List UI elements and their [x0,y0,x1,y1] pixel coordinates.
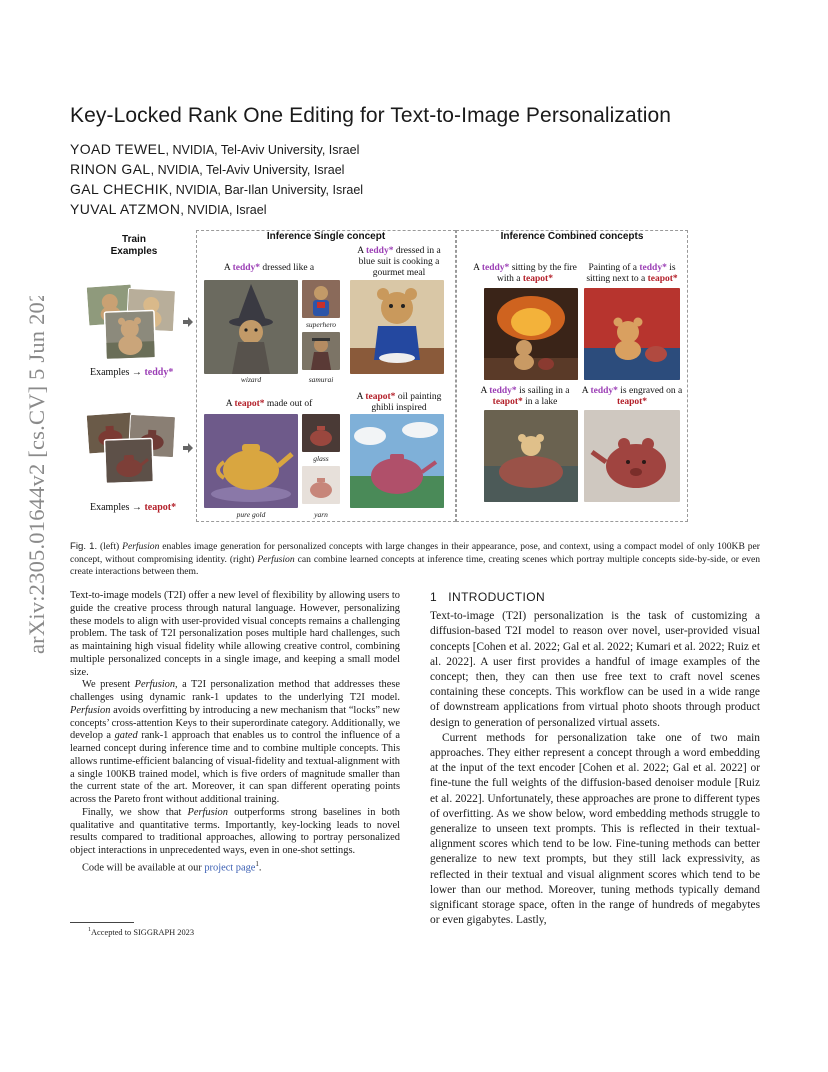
abstract-paragraph: Text-to-image models (T2I) offer a new level of flexibility by allowing users to guide the creative process through natural language. However, personalizing these models to align with user-provided visual concepts remains a challenging problem. The task of T2I personalization poses multiple hard challenges, such as maintaining high visual fidelity while allowing creative control, combining multiple personalized concepts in a single image, and keeping a small model size. [70,590,400,678]
train-teapot-image-3 [105,439,152,483]
arxiv-stamp [12,296,56,656]
author-name: YOAD TEWEL [70,141,166,157]
arrow-right-icon [182,442,194,454]
author-affiliation: , NVIDIA, Tel-Aviv University, Israel [150,163,345,177]
teddy-samurai-image [302,332,340,370]
author-name: GAL CHECHIK [70,181,169,197]
intro-paragraph: Text-to-image (T2I) personalization is the task of customizing a diffusion-based T2I model to reason over novel, user-provided visual concepts [Cohen et al. 2022; Gal et al. 2022; Kumari et al. 2022; Ruiz et al. 2022]. A user first provides a handful of image examples of the concept; then, they can then use free text to craft novel scenes containing these concepts. This workflow can be used in a wide range of downstream applications from virtual photo shoots through product design to generation of personalized virtual assets. [430,610,760,729]
intro-paragraph: Current methods for personalization take one of two main approaches. They either represent a concept through a word embedding at the input of the text encoder [Cohen et al. 2022; Gal et al. 2022] or fine-tune the full weights of the diffusion-based denoiser module [Ruiz et al. 2022]. Unfortunately, these approaches are prone to different types of overfitting. As we show below, word embedding methods struggle to generalize to unseen text prompts. This is reflected in their textual-alignment scores which tend to be low. Fine-tuning methods can better generalize to new text prompts, but they still lack expressivity, as reflected in their textual and visual alignment scores which tend to be lower than our method. Moreover, tuning methods typically demand significant storage space, often in the range of hundreds of megabytes or even gigabytes. Lastly, [430,731,760,927]
figure-number: Fig. 1. [70,541,98,552]
train-examples-label: Train Examples [110,234,158,257]
teddy-painting-teapot-image [584,288,680,380]
teddy-engraved-teapot-image [584,410,680,502]
arxiv-stamp-text: arXiv:2305.01644v2 [cs.CV] 5 Jun 2024 [24,296,49,654]
author-affiliation: , NVIDIA, Bar-Ilan University, Israel [168,183,364,197]
caption-teddy-fire: A teddy* sitting by the fire with a teapot* [473,263,577,284]
teapot-yarn-image [302,466,340,504]
abstract-paragraph: Finally, we show that Perfusion outperforms strong baselines in both qualitative and quantitative terms. Importantly, key-locking leads to novel results compared to traditional approaches, allowing to portray personalized object interactions in unprecedented ways, even in one-shot settings. [70,806,400,856]
author-name: RINON GAL [70,161,151,177]
teddy-wizard-image [204,280,298,374]
abstract [70,590,400,875]
tag-samurai: samurai [308,375,334,384]
examples-teapot-label: Examples → teapot* [90,502,177,513]
author-list [70,140,363,220]
teddy-fire-teapot-image [484,288,578,380]
teddy-superhero-image [302,280,340,318]
caption-teddy-engraved: A teddy* is engraved on a teapot* [581,386,683,407]
section-heading: 1 INTRODUCTION [430,590,546,604]
arrow-right-icon [182,316,194,328]
footnote: $^1$Accepted to SIGGRAPH 2023 [88,927,195,937]
examples-teddy-label: Examples → teddy* [90,367,174,378]
caption-teapot-oil: A teapot* oil painting ghibli inspired [356,392,442,413]
author-line [70,180,363,200]
footnote-divider [70,922,134,923]
figure-1 [86,228,692,524]
caption-teddy-painting: Painting of a teddy* is sitting next to a teapot* [586,263,678,284]
author-affiliation: , NVIDIA, Tel-Aviv University, Israel [165,143,360,157]
combined-concepts-label: Inference Combined concepts [500,231,644,242]
teapot-gold-image [204,414,298,508]
project-page-link[interactable]: project page [204,862,256,874]
author-name: YUVAL ATZMON [70,201,181,217]
caption-teddy-suit: A teddy* dressed in a blue suit is cooking a gourmet meal [357,246,441,278]
tag-yarn: yarn [314,510,328,519]
tag-glass: glass [313,454,329,463]
teapot-glass-image [302,414,340,452]
single-concept-label: Inference Single concept [266,231,386,242]
caption-teapot-made: A teapot* made out of [225,399,313,409]
author-line [70,160,363,180]
author-affiliation: , NVIDIA, Israel [180,203,267,217]
author-line [70,140,363,160]
tag-pure-gold: pure gold [236,510,266,519]
abstract-paragraph: We present Perfusion, a T2I personalization method that addresses these challenges using dynamic rank-1 updates to the underlying T2I model. Perfusion avoids overfitting by introducing a new mechanism that “locks” new concepts’ cross-attention Keys to their superordinate category. Additionally, we develop a gated rank-1 approach that enables us to control the influence of a learned concept during inference time and to combine multiple concepts. This allows runtime-efficient balancing of visual-fidelity and textual-alignment with a single 100KB trained model, which is five orders of magnitude smaller than the current state of the art. Moreover, it can span different operating points across the Pareto front without additional training. [70,679,400,805]
figure-caption: Fig. 1. (left) Perfusion enables image generation for personalized concepts with large changes in their appearance, pose, and context, using a compact model of only 100KB per concept, without compromising identity. (right) Perfusion can combine learned concepts at inference time, creating scenes which portray multiple concepts side-by-side, or even create interactions between them. [70,541,760,578]
tag-superhero: superhero [306,320,336,329]
teapot-ghibli-image [350,414,444,508]
paper-title: Key-Locked Rank One Editing for Text-to-Image Personalization [70,104,672,127]
abstract-paragraph: Code will be available at our project page$^1$. [82,859,262,874]
caption-teddy-sailing: A teddy* is sailing in a teapot* in a lake [480,386,570,407]
caption-teddy-dressed: A teddy* dressed like a [223,263,315,273]
train-teddy-image-3 [105,311,155,359]
author-line [70,200,363,220]
teddy-cooking-image [350,280,444,374]
tag-wizard: wizard [240,375,262,384]
teddy-sailing-teapot-image [484,410,578,502]
introduction [430,590,760,928]
